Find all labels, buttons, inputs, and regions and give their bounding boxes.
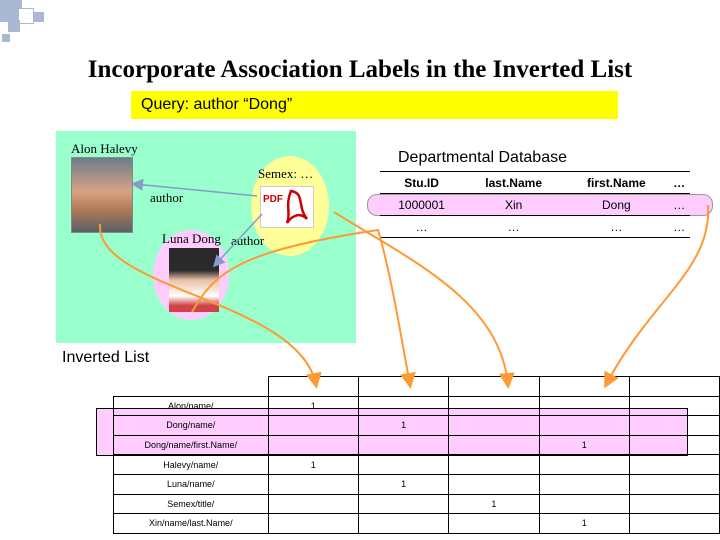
author-label-1: author xyxy=(150,190,184,205)
alon-label: Alon Halevy xyxy=(71,141,138,156)
semex-label: Semex: … xyxy=(258,166,314,181)
luna-label: Luna Dong xyxy=(162,231,221,246)
author-label-2: author xyxy=(231,233,265,248)
table-cell: 1 xyxy=(358,474,448,494)
inverted-key: Xin/name/last.Name/ xyxy=(114,514,269,534)
database-title: Departmental Database xyxy=(398,149,567,166)
inverted-key: Luna/name/ xyxy=(114,474,269,494)
column-header: first.Name xyxy=(564,172,668,194)
table-cell: Dong xyxy=(564,194,668,216)
table-cell: … xyxy=(463,216,564,238)
table-cell: … xyxy=(564,216,668,238)
inverted-key: Semex/title/ xyxy=(114,494,269,514)
table-cell: … xyxy=(669,194,690,216)
semex-to-list-arrow xyxy=(334,212,508,385)
inverted-key: Halevy/name/ xyxy=(114,455,269,475)
column-header: … xyxy=(669,172,690,194)
inverted-key: Alon/name/ xyxy=(114,396,269,416)
table-cell: 1 xyxy=(539,514,629,534)
table-cell: 1000001 xyxy=(380,194,463,216)
author-edge-1 xyxy=(134,184,257,196)
table-cell: 1 xyxy=(539,435,629,455)
query-box: Query: author “Dong” xyxy=(131,91,618,119)
inverted-key: Dong/name/ xyxy=(114,416,269,436)
table-cell: 1 xyxy=(268,455,358,475)
unused-curve xyxy=(161,216,295,310)
inverted-key: Dong/name/first.Name/ xyxy=(114,435,269,455)
column-header: Stu.ID xyxy=(380,172,463,194)
db-row-to-list-arrow xyxy=(606,205,708,385)
pdf-text: PDF xyxy=(263,194,283,205)
table-cell: 1 xyxy=(268,396,358,416)
inverted-list-title: Inverted List xyxy=(62,349,150,366)
table-cell: 1 xyxy=(358,416,448,436)
column-header: last.Name xyxy=(463,172,564,194)
slide-title: Incorporate Association Labels in the Inverted List xyxy=(87,56,633,83)
table-cell: … xyxy=(380,216,463,238)
table-cell: 1 xyxy=(449,494,539,514)
table-cell: … xyxy=(669,216,690,238)
table-cell: Xin xyxy=(463,194,564,216)
